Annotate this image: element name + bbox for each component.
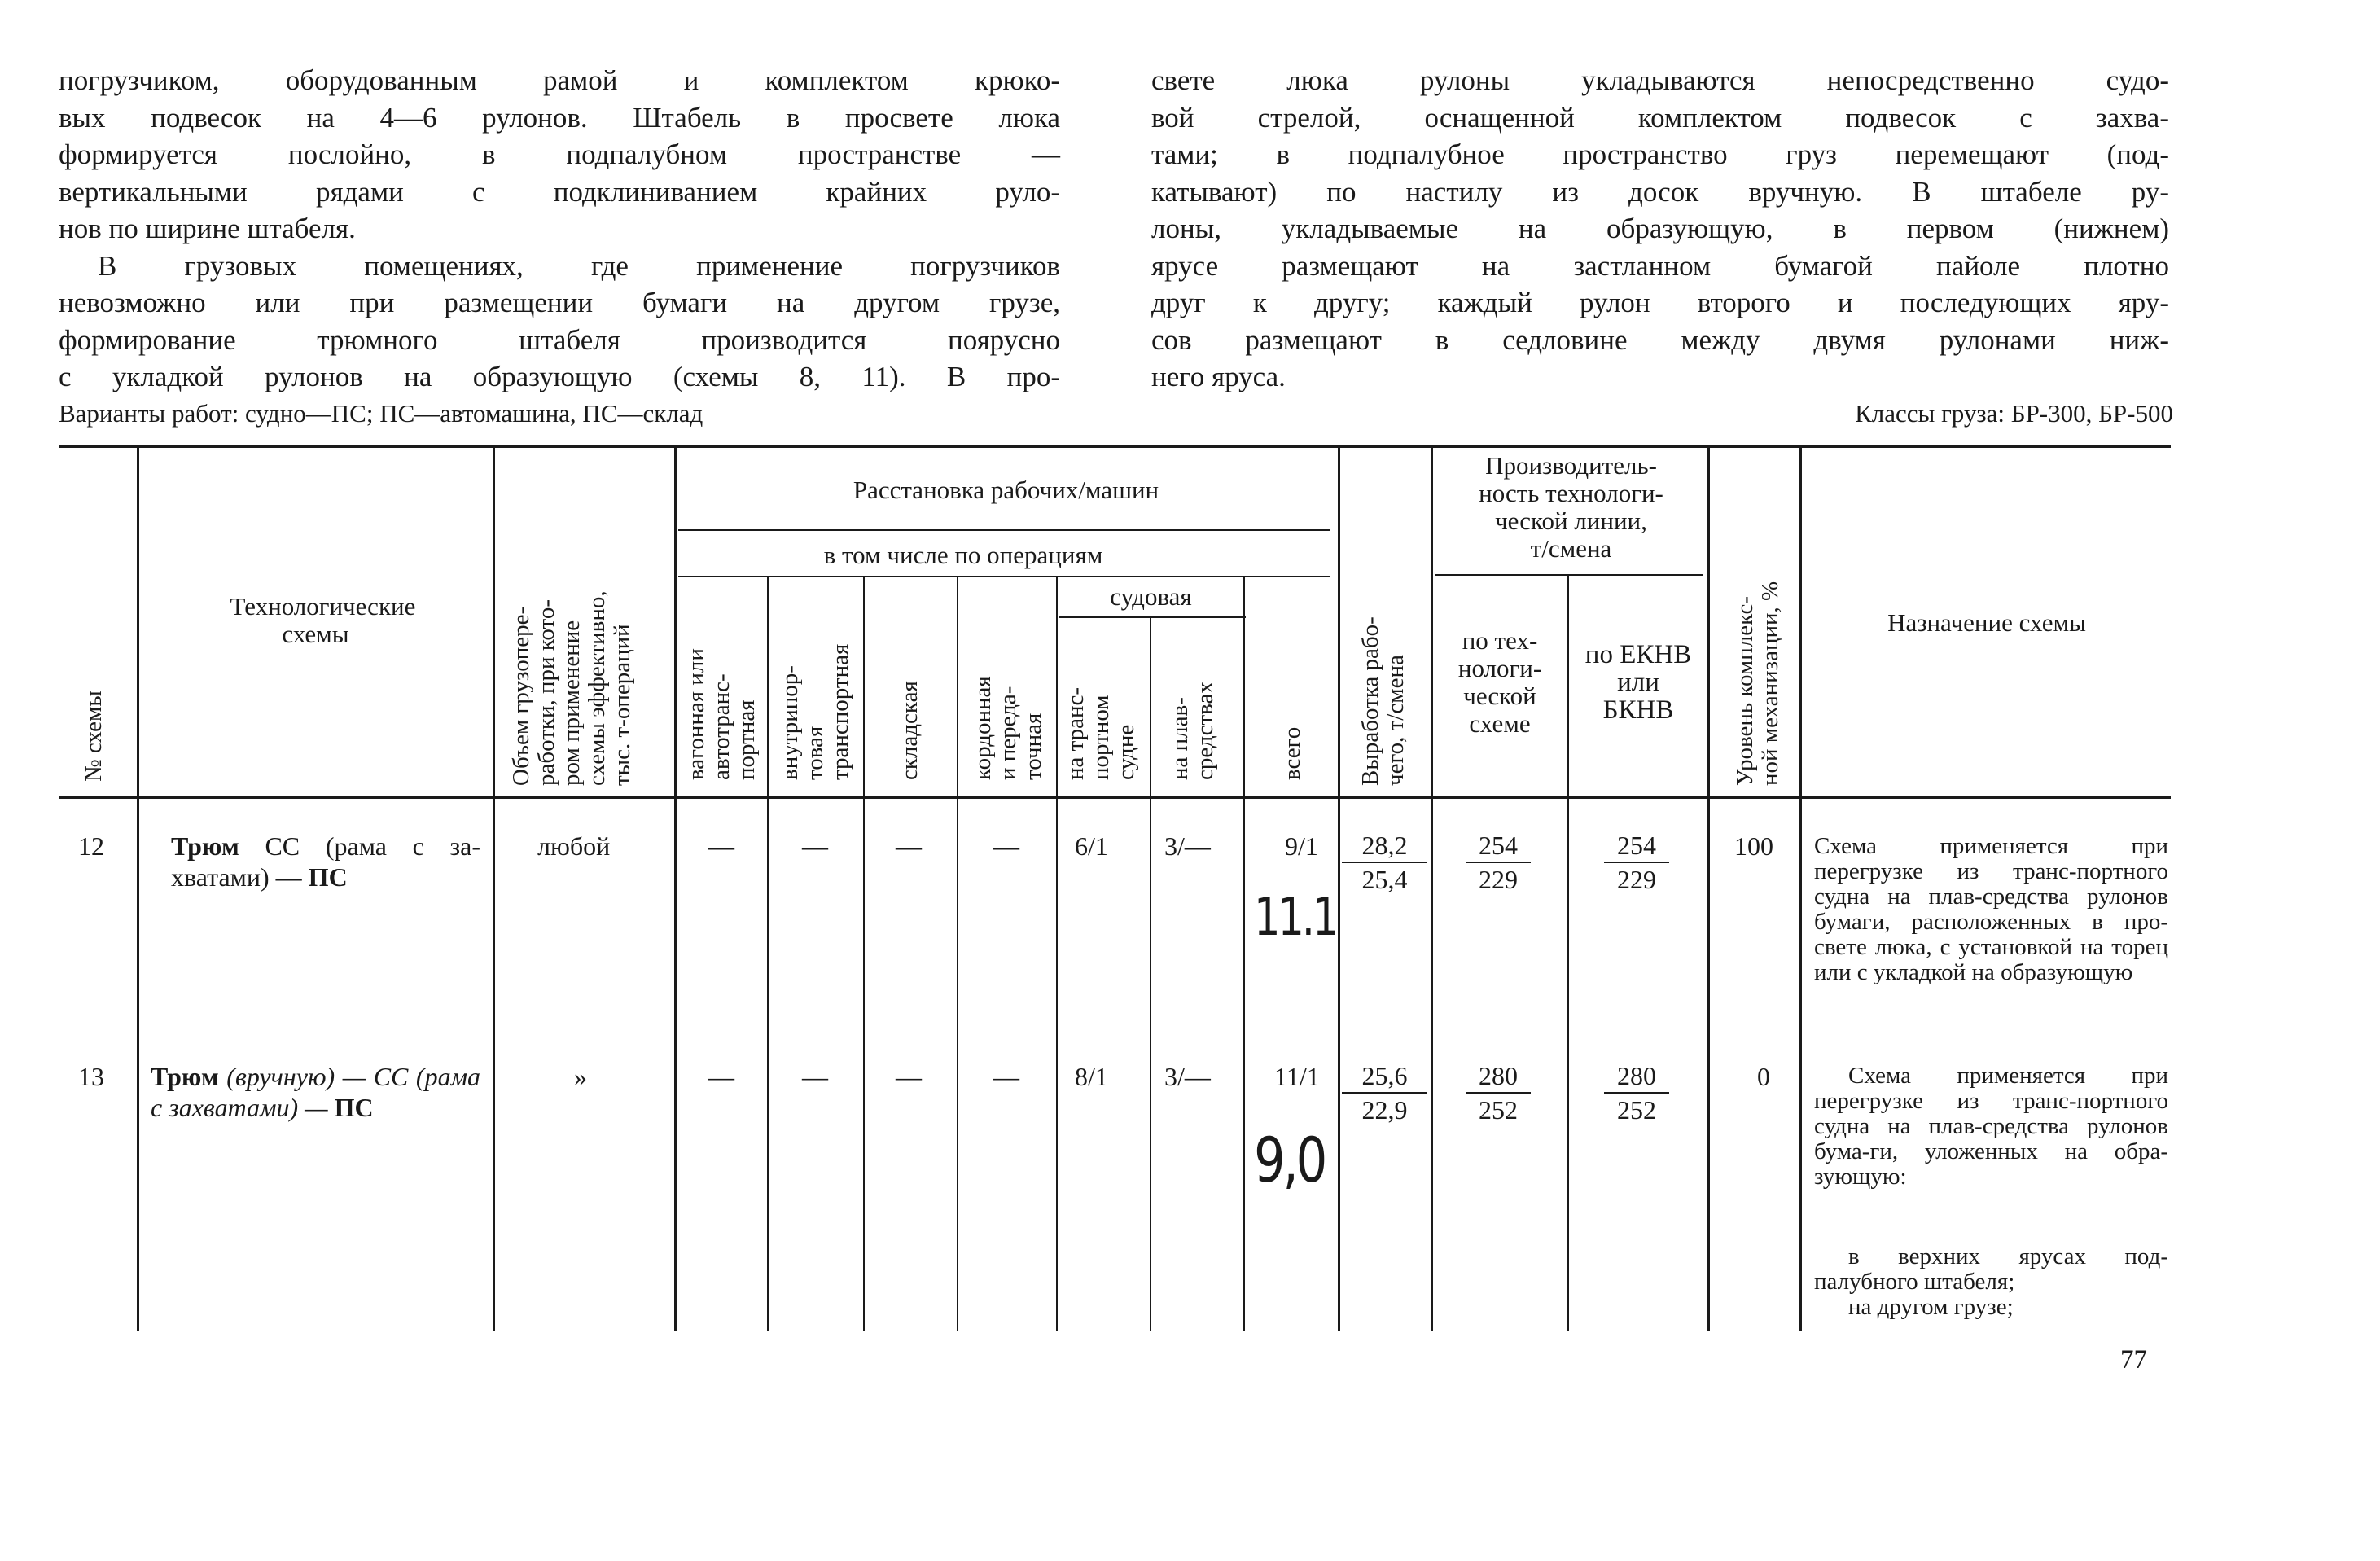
row-cordon: — [993, 831, 1019, 861]
row-wagon: — [708, 831, 734, 861]
header-by-scheme: по тех- нологи- ческой схеме [1457, 626, 1542, 738]
row-on-transport: 8/1 [1075, 1062, 1108, 1091]
text-line: него яруса. [1151, 361, 1286, 392]
row-wagon: — [708, 1062, 734, 1091]
header-on-floating: на плав- средствах [1167, 682, 1218, 780]
row-scheme-bold: Трюм [171, 831, 239, 861]
row-scheme [151, 1061, 480, 1123]
row-eknv-num: 280 [1604, 1059, 1669, 1094]
row-output-fraction [1342, 829, 1427, 896]
row-eknv-num: 254 [1604, 829, 1669, 863]
text-line: нов по ширине штабеля. [59, 213, 356, 244]
text-line: катывают) по настилу из досок вручную. В штабеле ру- [1151, 175, 2169, 208]
row-volume: » [574, 1062, 587, 1091]
row-output-fraction [1342, 1059, 1427, 1126]
handwritten-note: 9,0 [1254, 1124, 1326, 1196]
header-volume: Объем грузопере- работки, при кото- ром применение схемы эффективно, тыс. т-операций [508, 590, 635, 786]
text-line: свете люка рулоны укладываются непосредственно судо- [1151, 64, 2169, 96]
row-scheme-productivity [1466, 1059, 1531, 1126]
row-on-floating: 3/— [1164, 1062, 1211, 1091]
cargo-classes-caption: Классы груза: БР-300, БР-500 [1855, 399, 2173, 428]
row-scheme-num: 254 [1466, 829, 1531, 863]
header-including: в том числе по операциям [823, 541, 1103, 569]
row-cordon: — [993, 1062, 1019, 1091]
row-scheme-text: (вручную) — СС (рама с захватами) — [151, 1062, 481, 1122]
header-intraport: внутрипор- товая транспортная [777, 643, 853, 780]
text-line: погрузчиком, оборудованным рамой и комплектом крюко- [59, 64, 1060, 96]
text-line: лоны, укладываемые на образующую, в первом (нижнем) [1151, 213, 2169, 244]
row-number: 13 [78, 1062, 104, 1091]
text-column-right [1151, 62, 2169, 396]
row-eknv-productivity [1604, 1059, 1669, 1126]
row-eknv-productivity [1604, 829, 1669, 896]
row-output-den: 25,4 [1361, 865, 1408, 894]
header-total: всего [1279, 726, 1305, 780]
page-number: 77 [2120, 1345, 2147, 1375]
handwritten-note: 11.1 [1254, 888, 1337, 948]
text-line: формируется послойно, в подпалубном пространстве — [59, 138, 1060, 170]
row-total: 11/1 [1274, 1062, 1320, 1091]
row-scheme-num: 280 [1466, 1059, 1531, 1094]
work-variants-caption: Варианты работ: судно—ПС; ПС—автомашина, ПС—склад [59, 399, 703, 428]
text-line: сов размещают в седловине между двумя рулонами ниж- [1151, 323, 2169, 356]
header-placement: Расстановка рабочих/машин [853, 476, 1159, 504]
row-scheme-end: ПС [308, 862, 348, 892]
row-on-floating: 3/— [1164, 831, 1211, 861]
row-mechanization: 0 [1757, 1062, 1770, 1091]
row-mechanization: 100 [1734, 831, 1773, 861]
header-tech-schemes-label: Технологические схемы [230, 592, 416, 648]
row-purpose-item: в верхних ярусах под-палубного штабеля; [1814, 1243, 2168, 1295]
header-on-transport: на транс- портном судне [1063, 686, 1139, 780]
row-scheme-den: 229 [1479, 865, 1518, 894]
row-warehouse: — [896, 831, 922, 861]
row-eknv-den: 229 [1617, 865, 1656, 894]
header-tech-schemes [151, 593, 480, 648]
row-scheme-den: 252 [1479, 1095, 1518, 1125]
text-line: невозможно или при размещении бумаги на другом грузе, [59, 287, 1060, 318]
text-line: вой стрелой, оснащенной комплектом подвесок с захва- [1151, 101, 2169, 134]
header-scheme-no: № схемы [81, 691, 107, 782]
text-line: друг к другу; каждый рулон второго и последующих яру- [1151, 287, 2169, 318]
text-line: вых подвесок на 4—6 рулонов. Штабель в просвете люка [59, 101, 1060, 134]
row-purpose: Схема применяется при перегрузке из транс-портного судна на плав-средства рулонов бума-ги, уложенных на обра-зующую: [1814, 1063, 2168, 1190]
header-ship-group: судовая [1110, 582, 1192, 611]
text-line: с укладкой рулонов на образующую (схемы 8, 11). В про- [59, 361, 1060, 392]
row-intraport: — [802, 1062, 828, 1091]
header-wagon: вагонная или автотранс- портная [683, 648, 760, 780]
header-purpose: Назначение схемы [1887, 608, 2086, 637]
header-by-eknv: по ЕКНВ или БКНВ [1584, 640, 1692, 725]
text-line: ярусе размещают на застланном бумагой пайоле плотно [1151, 249, 2169, 282]
row-scheme-text: СС (рама с за-хватами) — [171, 831, 481, 892]
row-on-transport: 6/1 [1075, 831, 1108, 861]
text-line: вертикальными рядами с подклиниванием крайних руло- [59, 175, 1060, 208]
header-productivity: Производитель- ность технологи- ческой линии, т/смена [1479, 451, 1663, 563]
row-scheme [171, 831, 480, 892]
row-scheme-end: ПС [334, 1093, 374, 1122]
text-line: В грузовых помещениях, где применение погрузчиков [98, 249, 1060, 282]
row-scheme-bold: Трюм [151, 1062, 219, 1091]
header-warehouse: складская [896, 681, 923, 780]
row-purpose: Схема применяется при перегрузке из транс-портного судна на плав-средства рулонов бумаги, расположенных в про-свете люка, с установкой на торец или с укладкой на образующую [1814, 833, 2168, 985]
text-line: тами; в подпалубное пространство груз перемещают (под- [1151, 138, 2169, 170]
row-warehouse: — [896, 1062, 922, 1091]
row-total: 9/1 [1285, 831, 1318, 861]
text-column-left [59, 62, 1060, 396]
row-scheme-productivity [1466, 829, 1531, 896]
row-output-den: 22,9 [1361, 1095, 1408, 1125]
row-purpose-item: на другом грузе; [1848, 1294, 2014, 1320]
header-output-per-worker: Выработка рабо- чего, т/смена [1357, 616, 1409, 786]
row-number: 12 [78, 831, 104, 861]
text-line: формирование трюмного штабеля производится поярусно [59, 323, 1060, 356]
row-volume: любой [537, 831, 611, 861]
row-intraport: — [802, 831, 828, 861]
row-output-num: 25,6 [1342, 1059, 1427, 1094]
header-cordon: кордонная и переда- точная [970, 676, 1046, 780]
row-output-num: 28,2 [1342, 829, 1427, 863]
header-mechanization: Уровень комплекс- ной механизации, % [1732, 581, 1783, 786]
row-eknv-den: 252 [1617, 1095, 1656, 1125]
